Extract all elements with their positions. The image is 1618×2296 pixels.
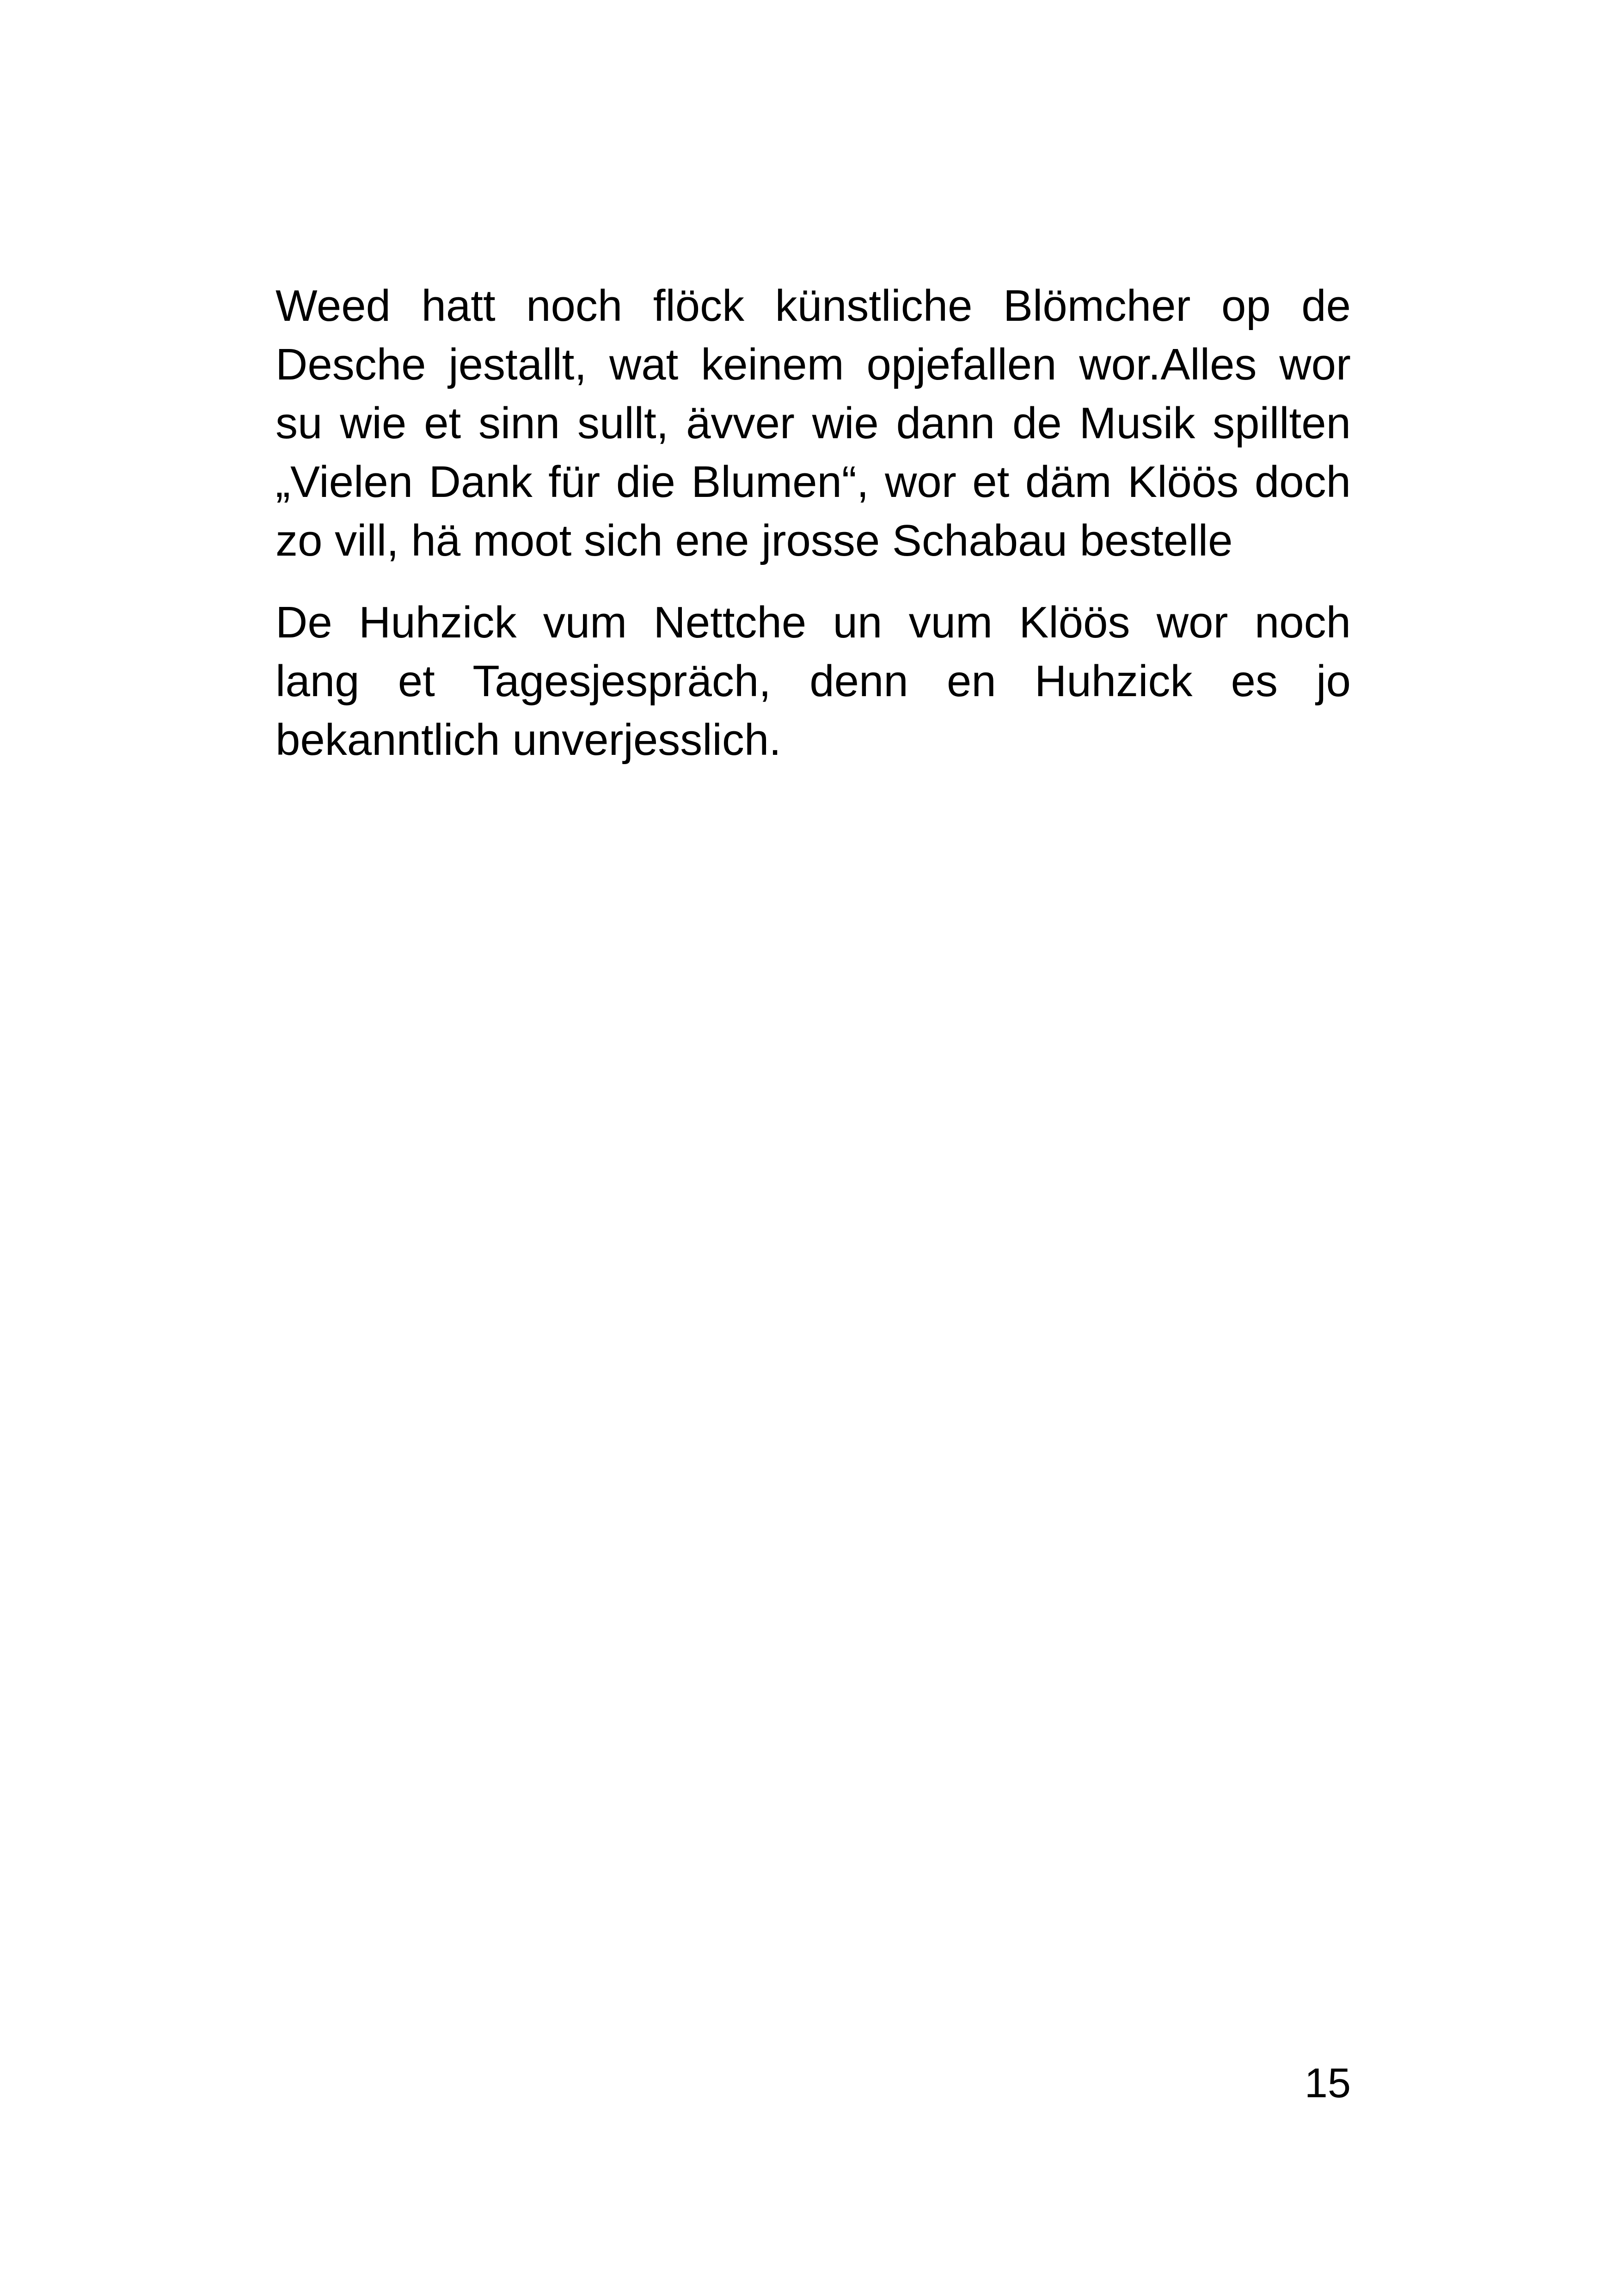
text-line: lang et Tagesjespräch, denn en Huhzick es jo <box>276 656 1351 706</box>
paragraph-spacer <box>276 570 1351 593</box>
text-line: su wie et sinn sullt, ävver wie dann de Musik spillten <box>276 398 1351 448</box>
text-line: Desche jestallt, wat keinem opjefallen wor.Alles wor <box>276 340 1351 389</box>
text-line: De Huhzick vum Nettche un vum Klöös wor noch <box>276 598 1351 647</box>
text-line: zo vill, hä moot sich ene jrosse Schabau bestelle <box>276 516 1233 565</box>
body-text <box>276 276 1351 769</box>
text-line: Weed hatt noch flöck künstliche Blömcher op de <box>276 281 1351 331</box>
text-line: „Vielen Dank für die Blumen“, wor et däm Klöös doch <box>276 457 1351 507</box>
text-line: bekanntlich unverjesslich. <box>276 715 781 765</box>
page-number: 15 <box>1304 2060 1351 2106</box>
paragraph-2 <box>276 593 1351 769</box>
paragraph-1 <box>276 276 1351 570</box>
